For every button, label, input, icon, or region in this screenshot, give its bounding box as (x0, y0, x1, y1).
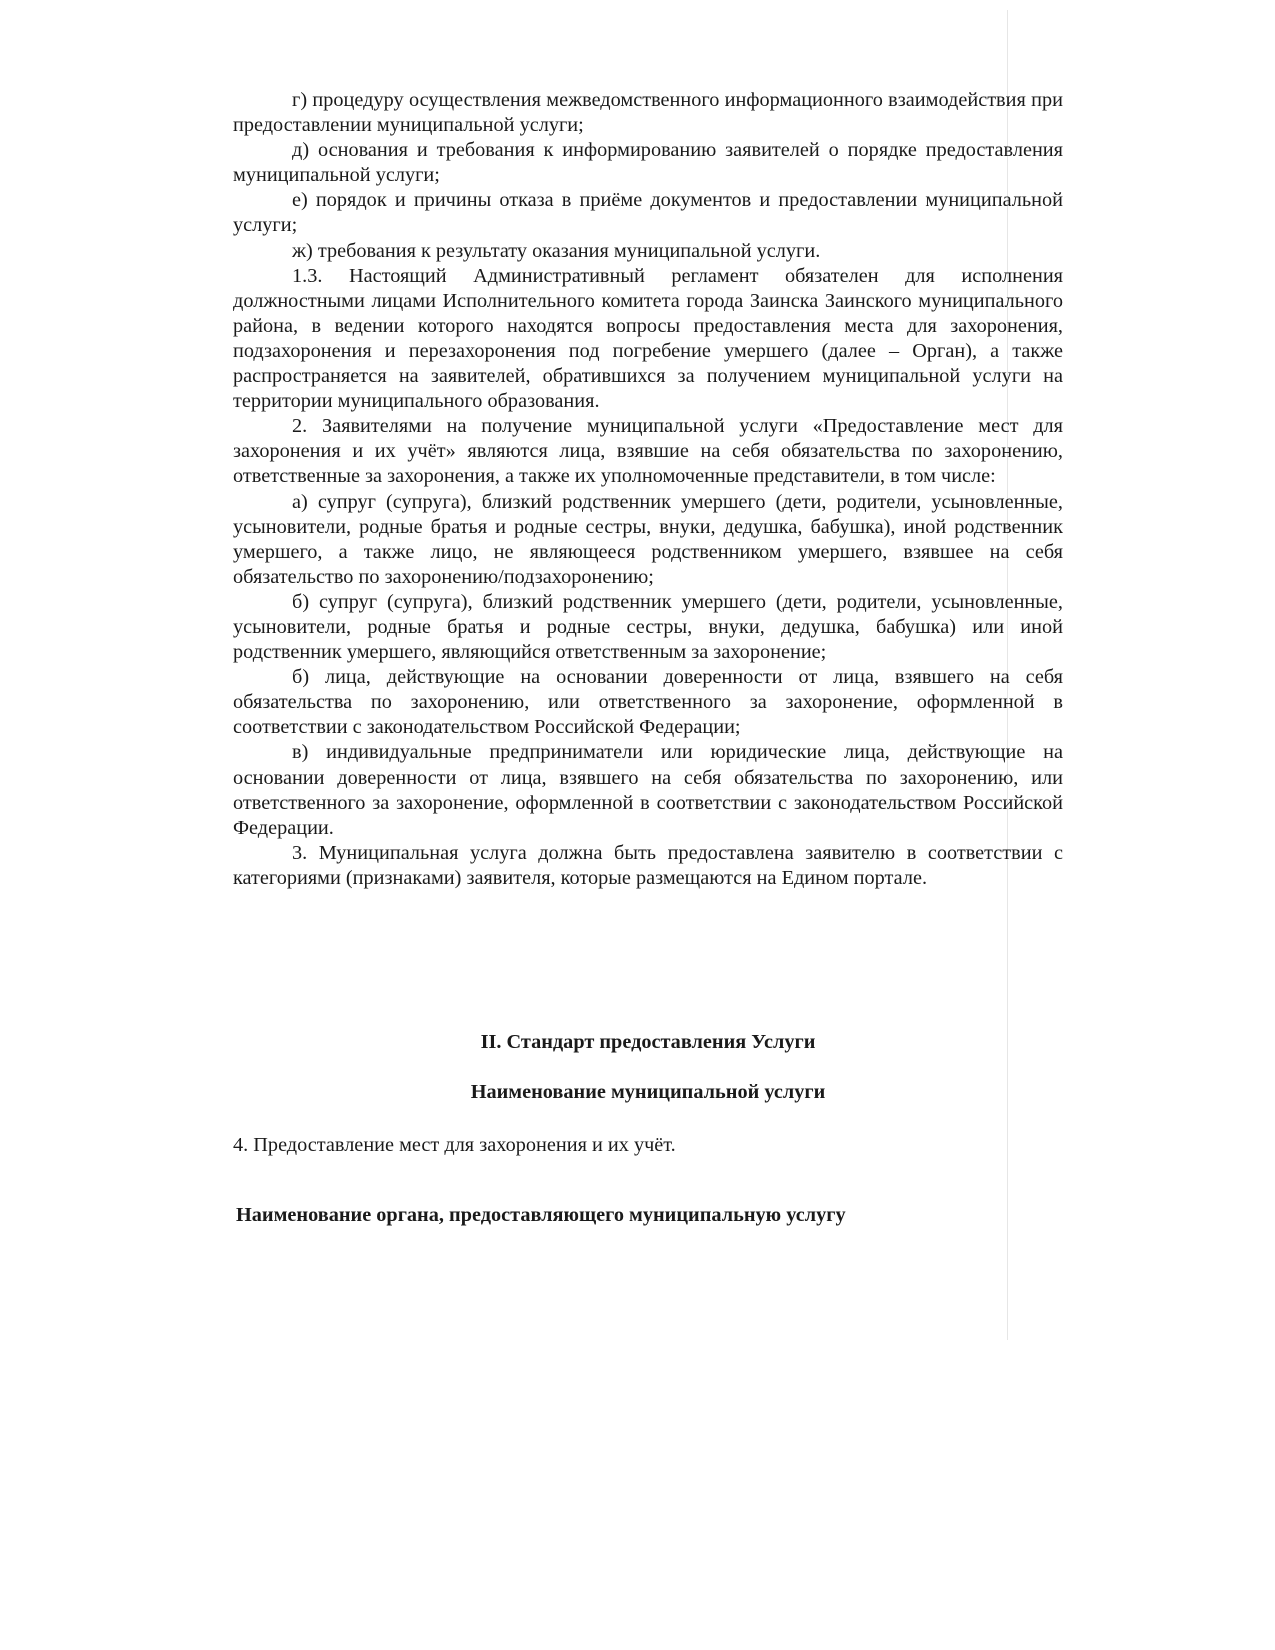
body-text (233, 88, 1063, 891)
paragraph-zh: ж) требования к результату оказания муниципальной услуги. (292, 239, 821, 262)
paragraph-d: д) основания и требования к информированию заявителей о порядке предоставления муниципальной услуги; (233, 139, 1063, 187)
subheading-service-name: Наименование муниципальной услуги (470, 1081, 826, 1103)
paragraph-b-first: б) супруг (супруга), близкий родственник умершего (дети, родители, усыновленные, усыновители, родные братья и родные сестры, внуки, дедушка, бабушка) или иной родственник умершего, являющийся ответственным за захоронение; (233, 590, 1063, 664)
paragraph-1-3: 1.3. Настоящий Административный регламент обязателен для исполнения должностными лицами Исполнительного комитета города Заинска Заинского муниципального района, в ведении которого находятся вопросы предоставления места для захоронения, подзахоронения и перезахоронения под погребение умершего (далее – Орган), а также распространяется на заявителей, обратившихся за получением муниципальной услуги на территории муниципального образования. (233, 264, 1063, 413)
section-heading: II. Стандарт предоставления Услуги (480, 1031, 816, 1053)
paragraph-2: 2. Заявителями на получение муниципальной услуги «Предоставление мест для захоронения и их учёт» являются лица, взявшие на себя обязательства по захоронению, ответственные за захоронения, а также их уполномоченные представители, в том числе: (233, 415, 1063, 488)
paragraph-g: г) процедуру осуществления межведомственного информационного взаимодействия при предоставлении муниципальной услуги; (233, 89, 1063, 137)
service-name-text: 4. Предоставление мест для захоронения и их учёт. (233, 1134, 676, 1156)
paragraph-3: 3. Муниципальная услуга должна быть предоставлена заявителю в соответствии с категориями (признаками) заявителя, которые размещаются на Едином портале. (233, 841, 1063, 889)
paragraph-e: е) порядок и причины отказа в приёме документов и предоставлении муниципальной услуги; (233, 189, 1063, 237)
subheading-organ: Наименование органа, предоставляющего муниципальную услугу (236, 1204, 846, 1226)
paragraph-v: в) индивидуальные предприниматели или юридические лица, действующие на основании доверенности от лица, взявшего на себя обязательства по захоронению, или ответственного за захоронение, оформленной в соответствии с законодательством Российской Федерации. (233, 741, 1063, 839)
paragraph-b-second: б) лица, действующие на основании доверенности от лица, взявшего на себя обязательства по захоронению, или ответственного за захоронение, оформленной в соответствии с законодательством Российской Федерации; (233, 666, 1063, 739)
paragraph-a: а) супруг (супруга), близкий родственник умершего (дети, родители, усыновленные, усыновители, родные братья и родные сестры, внуки, дедушка, бабушка), иной родственник умершего, а также лицо, не являющееся родственником умершего, взявшее на себя обязательство по захоронению/подзахоронению; (233, 490, 1063, 588)
